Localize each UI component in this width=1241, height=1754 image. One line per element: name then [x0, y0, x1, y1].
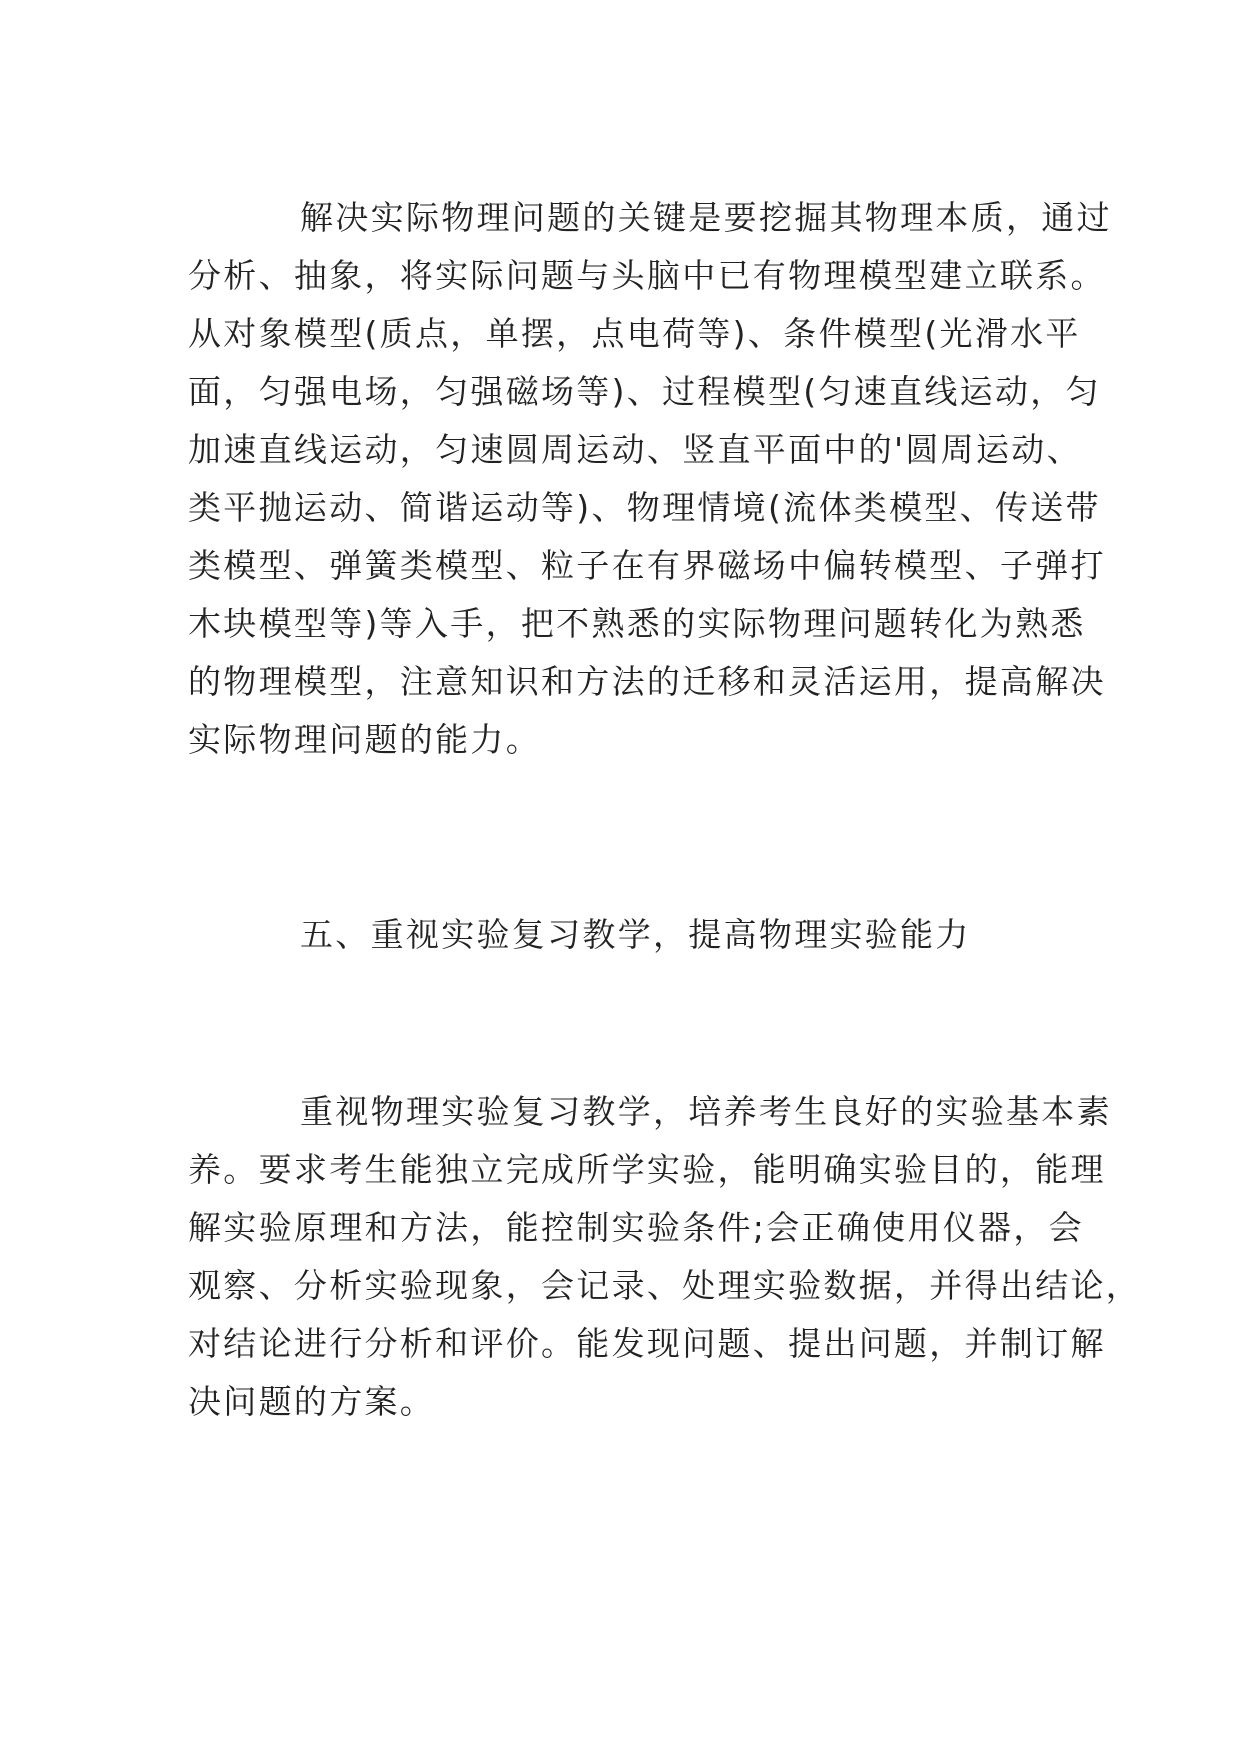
- paragraph-2-line-3: 解实验原理和方法，能控制实验条件;会正确使用仪器，会: [188, 1208, 1084, 1247]
- paragraph-1-line-3: 从对象模型(质点，单摆，点电荷等)、条件模型(光滑水平: [188, 314, 1081, 353]
- paragraph-2-line-6: 决问题的方案。: [188, 1382, 436, 1421]
- paragraph-1-line-1: 解决实际物理问题的关键是要挖掘其物理本质，通过: [300, 198, 1112, 237]
- paragraph-2-line-5: 对结论进行分析和评价。能发现问题、提出问题，并制订解: [188, 1324, 1106, 1363]
- paragraph-1-line-2: 分析、抽象，将实际问题与头脑中已有物理模型建立联系。: [188, 256, 1106, 295]
- paragraph-2-line-1: 重视物理实验复习教学，培养考生良好的实验基本素: [300, 1092, 1112, 1131]
- paragraph-1-line-10: 实际物理问题的能力。: [188, 720, 541, 759]
- paragraph-1-line-8: 木块模型等)等入手，把不熟悉的实际物理问题转化为熟悉: [188, 604, 1086, 643]
- section-heading: 五、重视实验复习教学，提高物理实验能力: [300, 915, 971, 954]
- paragraph-1-line-4: 面，匀强电场，匀强磁场等)、过程模型(匀速直线运动，匀: [188, 372, 1101, 411]
- paragraph-1-line-9: 的物理模型，注意知识和方法的迁移和灵活运用，提高解决: [188, 662, 1106, 701]
- paragraph-1-line-6: 类平抛运动、简谐运动等)、物理情境(流体类模型、传送带: [188, 488, 1101, 527]
- paragraph-2-line-4: 观察、分析实验现象，会记录、处理实验数据，并得出结论，: [188, 1266, 1142, 1305]
- paragraph-1-line-7: 类模型、弹簧类模型、粒子在有界磁场中偏转模型、子弹打: [188, 546, 1106, 585]
- paragraph-1-line-5: 加速直线运动，匀速圆周运动、竖直平面中的'圆周运动、: [188, 430, 1082, 469]
- paragraph-2-line-2: 养。要求考生能独立完成所学实验，能明确实验目的，能理: [188, 1150, 1106, 1189]
